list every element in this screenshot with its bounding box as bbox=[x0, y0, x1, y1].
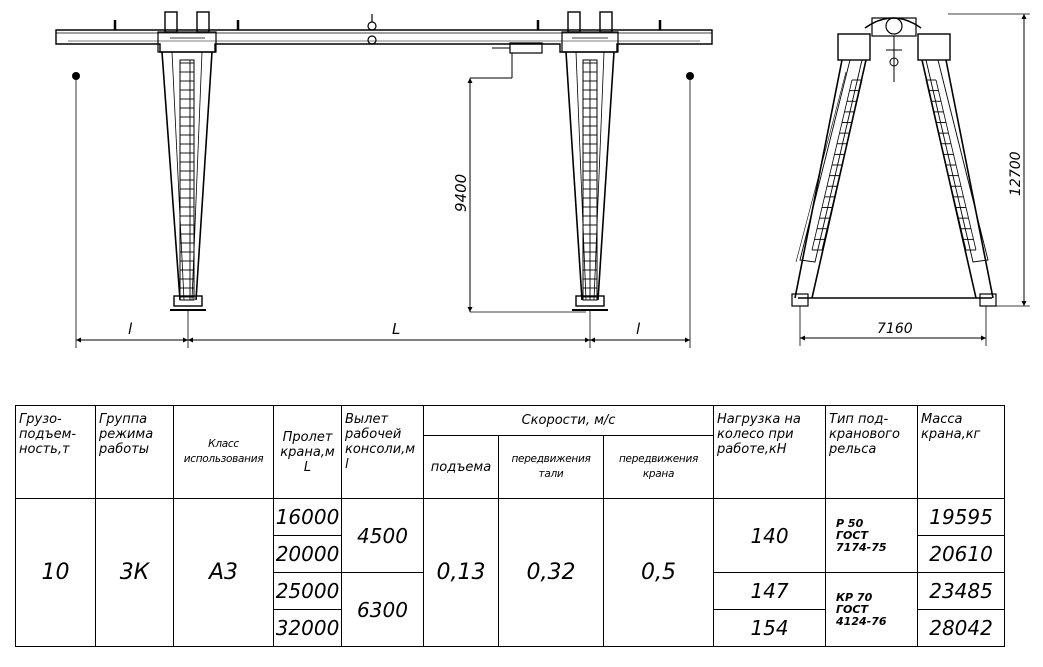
value-rail-1: Р 50 ГОСТ 7174-75 bbox=[826, 499, 918, 573]
dim-console-left: l bbox=[128, 320, 133, 338]
value-speed-crane: 0,5 bbox=[604, 499, 714, 647]
value-span-3: 25000 bbox=[274, 573, 342, 610]
dim-height-front: 9400 bbox=[452, 173, 470, 212]
header-class: Класс использования bbox=[174, 406, 274, 499]
dim-height-side: 12700 bbox=[1008, 151, 1024, 196]
header-capacity: Грузо- подъем- ность,т bbox=[16, 406, 96, 499]
header-wheel-load: Нагрузка на колесо при работе,кН bbox=[714, 406, 826, 499]
right-console-end-marker bbox=[686, 72, 694, 80]
control-panel bbox=[470, 43, 542, 78]
value-mass-3: 23485 bbox=[918, 573, 1005, 610]
header-speed-lift: подъема bbox=[424, 436, 499, 499]
left-console-end-marker bbox=[72, 72, 80, 80]
value-rail-2: КР 70 ГОСТ 4124-76 bbox=[826, 573, 918, 647]
main-beam bbox=[56, 14, 712, 52]
header-speeds: Скорости, м/с bbox=[424, 406, 714, 436]
value-wheel-load-3: 154 bbox=[714, 610, 826, 647]
front-view bbox=[56, 12, 712, 348]
value-span-2: 20000 bbox=[274, 536, 342, 573]
value-mass-2: 20610 bbox=[918, 536, 1005, 573]
value-class: А3 bbox=[174, 499, 274, 647]
dim-base-side: 7160 bbox=[877, 321, 913, 337]
header-mass: Масса крана,кг bbox=[918, 406, 1005, 499]
side-ladder-rungs bbox=[812, 80, 976, 250]
value-mass-1: 19595 bbox=[918, 499, 1005, 536]
value-capacity: 10 bbox=[16, 499, 96, 647]
value-mass-4: 28042 bbox=[918, 610, 1005, 647]
left-leg-top bbox=[158, 12, 216, 52]
value-console-1: 4500 bbox=[342, 499, 424, 573]
value-speed-lift: 0,13 bbox=[424, 499, 499, 647]
value-speed-trolley: 0,32 bbox=[499, 499, 604, 647]
left-leg bbox=[162, 52, 212, 310]
header-speed-crane: передвижения крана bbox=[604, 436, 714, 499]
header-span: Пролет крана,м L bbox=[274, 406, 342, 499]
value-wheel-load-2: 147 bbox=[714, 573, 826, 610]
side-view bbox=[792, 14, 1030, 346]
spec-table bbox=[15, 405, 1005, 647]
header-duty-group: Группа режима работы bbox=[96, 406, 174, 499]
value-wheel-load-1: 140 bbox=[714, 499, 826, 573]
value-duty-group: 3К bbox=[96, 499, 174, 647]
header-console: Вылет рабочей консоли,м l bbox=[342, 406, 424, 499]
value-span-1: 16000 bbox=[274, 499, 342, 536]
dim-span: L bbox=[392, 320, 401, 338]
header-speed-trolley: передвижения тали bbox=[499, 436, 604, 499]
right-leg-top bbox=[562, 12, 618, 52]
value-span-4: 32000 bbox=[274, 610, 342, 647]
right-leg bbox=[566, 52, 614, 310]
header-rail-type: Тип под- кранового рельса bbox=[826, 406, 918, 499]
value-console-2: 6300 bbox=[342, 573, 424, 647]
dim-console-right: l bbox=[636, 320, 641, 338]
